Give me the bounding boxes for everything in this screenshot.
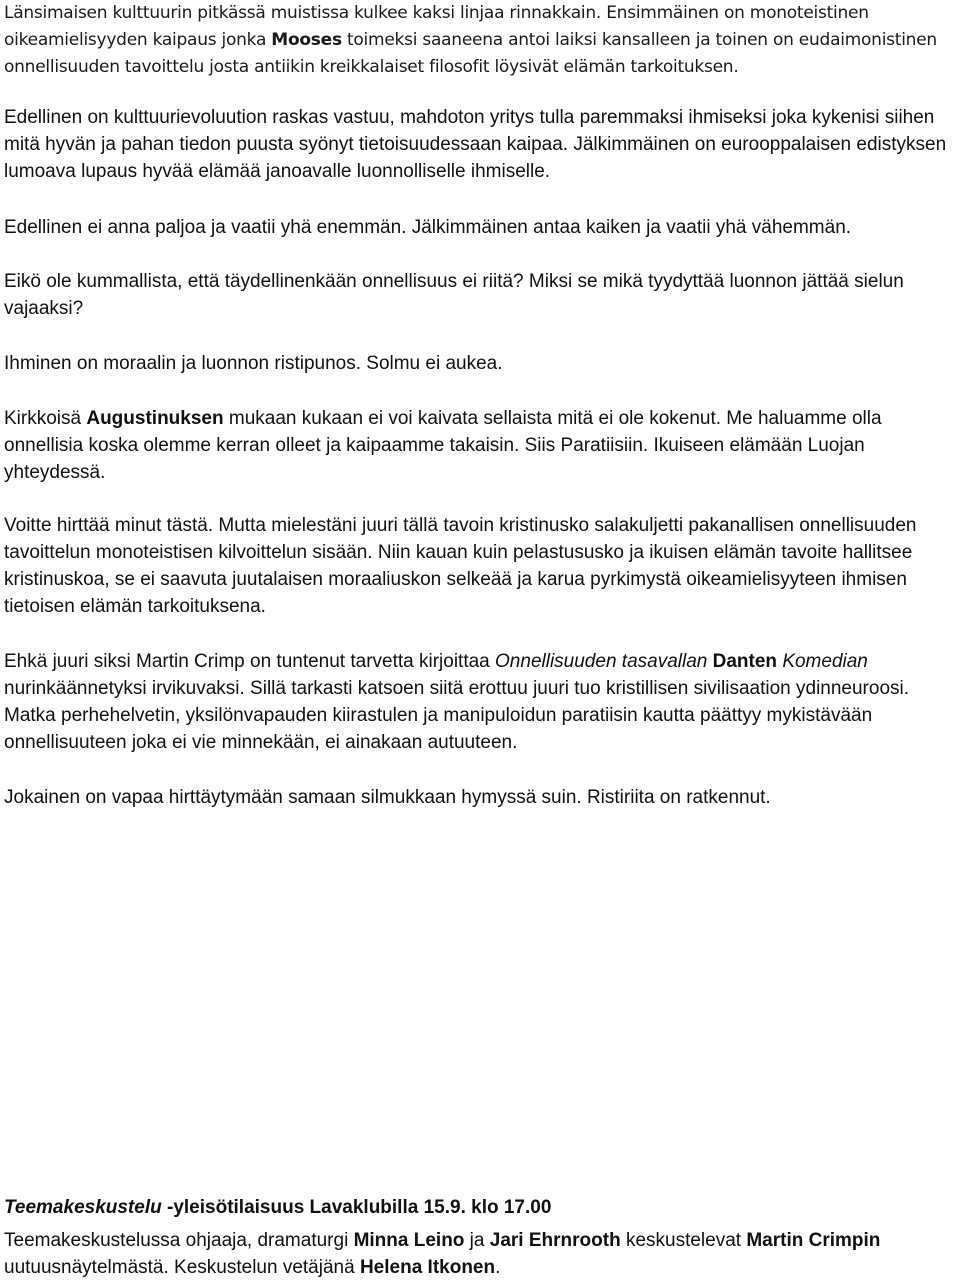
- name-martin-crimpin: Martin Crimpin: [746, 1230, 881, 1251]
- footer-event-details: -yleisötilaisuus Lavaklubilla 15.9. klo 17.00: [161, 1197, 552, 1218]
- name-minna-leino: Minna Leino: [353, 1230, 465, 1251]
- paragraph-9: Jokainen on vapaa hirttäytymään samaan silmukkaan hymyssä suin. Ristiriita on ratkennut.: [4, 787, 771, 808]
- paragraph-4: Eikö ole kummallista, että täydellinenkään onnellisuus ei riitä? Miksi se mikä tyydyttää luonnon jättää sielun vajaaksi?: [4, 271, 904, 319]
- paragraph-1-text-c: toimeksi saaneena antoi laiksi kansalleen ja toinen on eudaimonistinen onnellisuuden tavoittelu josta antiikin kreikkalaiset filosofit löysivät elämän tarkoituksen.: [4, 30, 937, 77]
- name-helena-itkonen: Helena Itkonen: [359, 1257, 496, 1278]
- footer-text-a: Teemakeskustelussa ohjaaja, dramaturgi: [4, 1230, 354, 1251]
- title-onnellisuuden-tasavallan: Onnellisuuden tasavallan: [495, 651, 708, 672]
- paragraph-8-text-a: Ehkä juuri siksi Martin Crimp on tuntenut tarvetta kirjoittaa: [4, 651, 496, 672]
- paragraph-6: [4, 405, 954, 486]
- footer-text-e: keskustelevat: [620, 1230, 747, 1251]
- name-mooses: Mooses: [271, 30, 342, 50]
- paragraph-7: Voitte hirttää minut tästä. Mutta mielestäni juuri tällä tavoin kristinusko salakuljetti pakanallisen onnellisuuden tavoittelun monoteistisen kilvoittelun sisään. Niin kauan kuin pelastususko ja ikuisen elämän tavoite hallitsee kristinuskoa, se ei saavuta juutalaisen moraaliuskon selkeää ja karua pyrkimystä oikeamielisyyteen ihmisen tietoisen elämän tarkoituksena.: [4, 515, 917, 617]
- footer-event-description: [4, 1227, 954, 1281]
- paragraph-3: Edellinen ei anna paljoa ja vaatii yhä enemmän. Jälkimmäinen antaa kaiken ja vaatii yhä vähemmän.: [4, 217, 852, 238]
- paragraph-6-text-a: Kirkkoisä: [4, 408, 87, 429]
- footer-event-name: Teemakeskustelu: [4, 1197, 162, 1218]
- footer-text-g: uutuusnäytelmästä. Keskustelun vetäjänä: [4, 1257, 360, 1278]
- footer-text-c: ja: [464, 1230, 490, 1251]
- name-jari-ehrnrooth: Jari Ehrnrooth: [489, 1230, 621, 1251]
- paragraph-2: Edellinen on kulttuurievoluution raskas vastuu, mahdoton yritys tulla paremmaksi ihmiseksi joka kykenisi siihen mitä hyvän ja pahan tiedon puusta syönyt tietoisuudessaan kaipaa. Jälkimmäinen on eurooppalaisen edistyksen lumoava lupaus hyvää elämää janoavalle luonnolliselle ihmiselle.: [4, 107, 947, 182]
- name-augustinuksen: Augustinuksen: [86, 408, 224, 429]
- paragraph-8-text-g: nurinkäännetyksi irvikuvaksi. Sillä tarkasti katsoen siitä erottuu juuri tuo kristillisen sivilisaation ydinneuroosi. Matka perhehelvetin, yksilönvapauden kiirastulen ja manipuloidun paratiisin kautta päättyy mykistävään onnellisuuteen joka ei vie minnekään, ei ainakaan autuuteen.: [4, 678, 910, 753]
- paragraph-6-text-c: mukaan kukaan ei voi kaivata sellaista mitä ei ole kokenut. Me haluamme olla onnellisia koska olemme kerran olleet ja kaipaamme takaisin. Siis Paratiisiin. Ikuiseen elämään Luojan yhteydessä.: [4, 408, 882, 483]
- title-komedian: Komedian: [782, 651, 868, 672]
- paragraph-8: [4, 648, 954, 756]
- name-danten: Danten: [712, 651, 778, 672]
- paragraph-1: [4, 0, 954, 81]
- paragraph-5: Ihminen on moraalin ja luonnon ristipunos. Solmu ei aukea.: [4, 353, 503, 374]
- paragraph-1-text-a: Länsimaisen kulttuurin pitkässä muistissa kulkee kaksi linjaa rinnakkain. Ensimmäinen on monoteistinen oikeamielisyyden kaipaus jonka: [4, 3, 869, 50]
- footer-event-heading: [4, 1194, 954, 1221]
- footer-text-i: .: [495, 1257, 501, 1278]
- footer-event-title: [4, 1197, 551, 1218]
